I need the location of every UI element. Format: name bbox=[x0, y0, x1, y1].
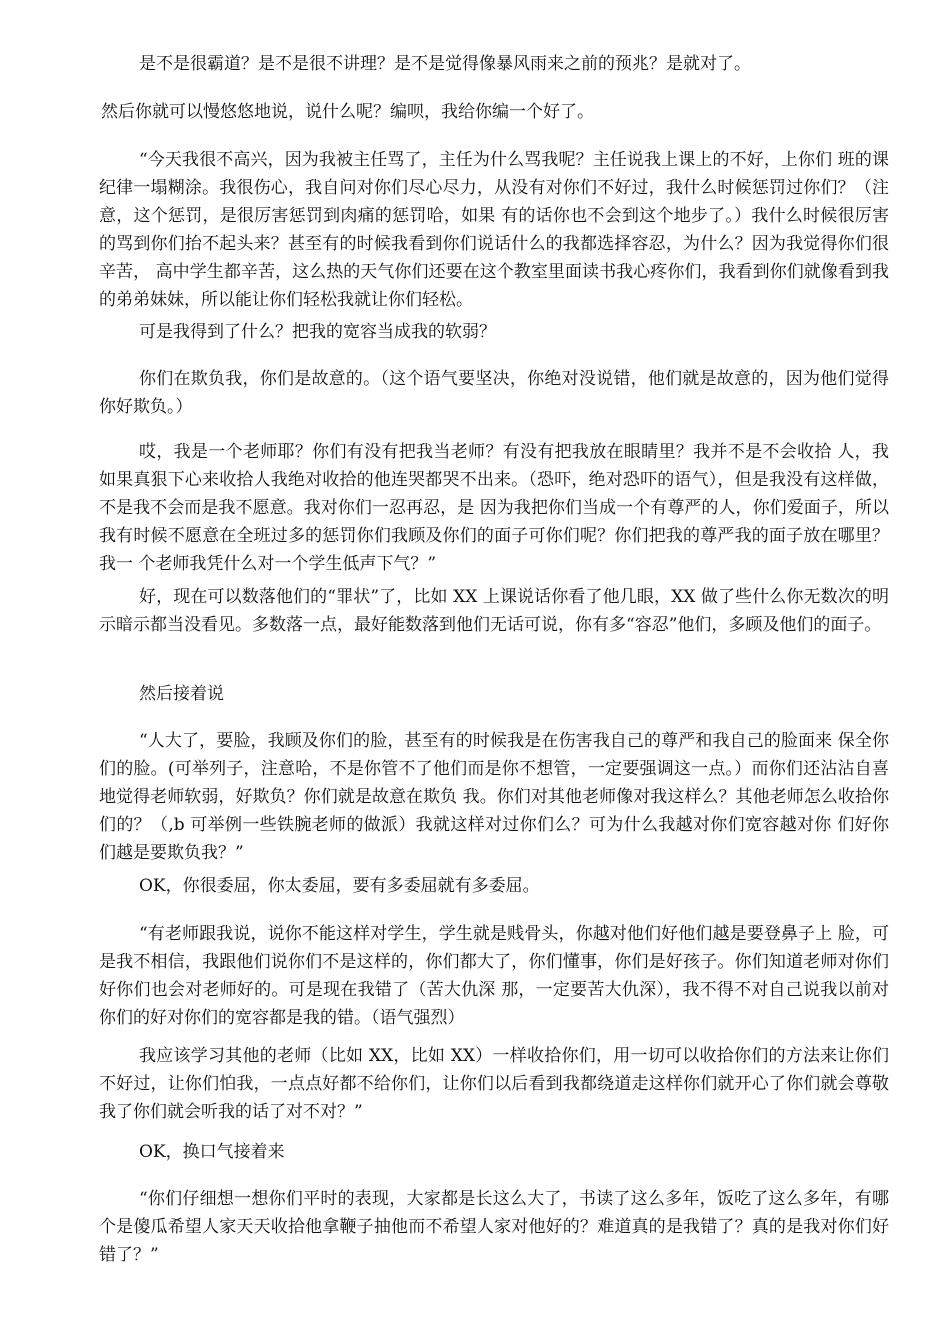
paragraph-12: 我应该学习其他的老师（比如 XX，比如 XX）一样收拾你们，用一切可以收拾你们的方法来让你们不好过，让你们怕我，一点点好都不给你们，让你们以后看到我都绕道走这样你们就开心了你们就会尊敬我了你们就会听我的话了对不对？” bbox=[99, 1046, 889, 1122]
paragraph-5: 你们在欺负我，你们是故意的。（这个语气要坚决，你绝对没说错，他们就是故意的，因为他们觉得你好欺负。） bbox=[99, 369, 889, 417]
paragraph-4: 可是我得到了什么？把我的宽容当成我的软弱？ bbox=[139, 322, 496, 342]
paragraph-3: “今天我很不高兴，因为我被主任骂了，主任为什么骂我呢？主任说我上课上的不好，上你们 班的课纪律一塌糊涂。我很伤心，我自问对你们尽心尽力，从没有对你们不好过，我什么时候惩罚过你们？（注意，这个惩罚，是很厉害惩罚到肉痛的惩罚哈，如果 有的话你也不会到这个地步了。）我什么时候很厉害的骂到你们抬不起头来？甚至有的时候我看到你们说话什么的我都选择容忍，为什么？因为我觉得你们很辛苦， 高中学生都辛苦，这么热的天气你们还要在这个教室里面读书我心疼你们，我看到你们就像看到我的弟弟妹妹，所以能让你们轻松我就让你们轻松。 bbox=[99, 150, 889, 310]
paragraph-1: 是不是很霸道？是不是很不讲理？是不是觉得像暴风雨来之前的预兆？是就对了。 bbox=[139, 54, 751, 74]
paragraph-9: “人大了，要脸，我顾及你们的脸，甚至有的时候我是在伤害我自己的尊严和我自己的脸面来 保全你们的脸。(可举列子，注意哈，不是你管不了他们而是你不想管，一定要强调这一点。）而你们还沾沾自喜地觉得老师软弱，好欺负？你们就是故意在欺负 我。你们对其他老师像对我这样么？其他老师怎么收拾你们的？（,b 可举例一些铁腕老师的做派）我就这样对过你们么？可为什么我越对你们宽容越对你 们好你们越是要欺负我？” bbox=[99, 731, 889, 863]
paragraph-10: OK，你很委屈，你太委屈，要有多委屈就有多委屈。 bbox=[139, 876, 540, 896]
paragraph-2: 然后你就可以慢悠悠地说，说什么呢？编呗，我给你编一个好了。 bbox=[101, 102, 594, 122]
paragraph-11: “有老师跟我说，说你不能这样对学生，学生就是贱骨头，你越对他们好他们越是要登鼻子上 脸，可是我不相信，我跟他们说你们不是这样的，你们都大了，你们懂事，你们是好孩子。你们知道老师对你们好你们也会对老师好的。可是现在我错了（苦大仇深 那，一定要苦大仇深），我不得不对自己说我以前对你们的好对你们的宽容都是我的错。（语气强烈） bbox=[99, 924, 889, 1028]
paragraph-8: 然后接着说 bbox=[139, 684, 224, 704]
paragraph-13: OK，换口气接着来 bbox=[139, 1142, 285, 1162]
paragraph-6: 哎，我是一个老师耶？你们有没有把我当老师？有没有把我放在眼睛里？我并不是不会收拾 人，我如果真狠下心来收拾人我绝对收拾的他连哭都哭不出来。（恐吓，绝对恐吓的语气），但是我没有这样做，不是我不会而是我不愿意。我对你们一忍再忍，是 因为我把你们当成一个有尊严的人，你们爱面子，所以我有时候不愿意在全班过多的惩罚你们我顾及你们的面子可你们呢？你们把我的尊严我的面子放在哪里？我一 个老师我凭什么对一个学生低声下气？” bbox=[99, 442, 889, 574]
paragraph-7: 好，现在可以数落他们的“罪状”了，比如 XX 上课说话你看了他几眼，XX 做了些什么你无数次的明示暗示都当没看见。多数落一点，最好能数落到他们无话可说，你有多“容忍”他们，多顾及他们的面子。 bbox=[99, 587, 889, 635]
paragraph-14: “你们仔细想一想你们平时的表现，大家都是长这么大了，书读了这么多年，饭吃了这么多年，有哪个是傻瓜希望人家天天收拾他拿鞭子抽他而不希望人家对他好的？难道真的是我错了？真的是我对你们好错了？” bbox=[99, 1189, 889, 1265]
